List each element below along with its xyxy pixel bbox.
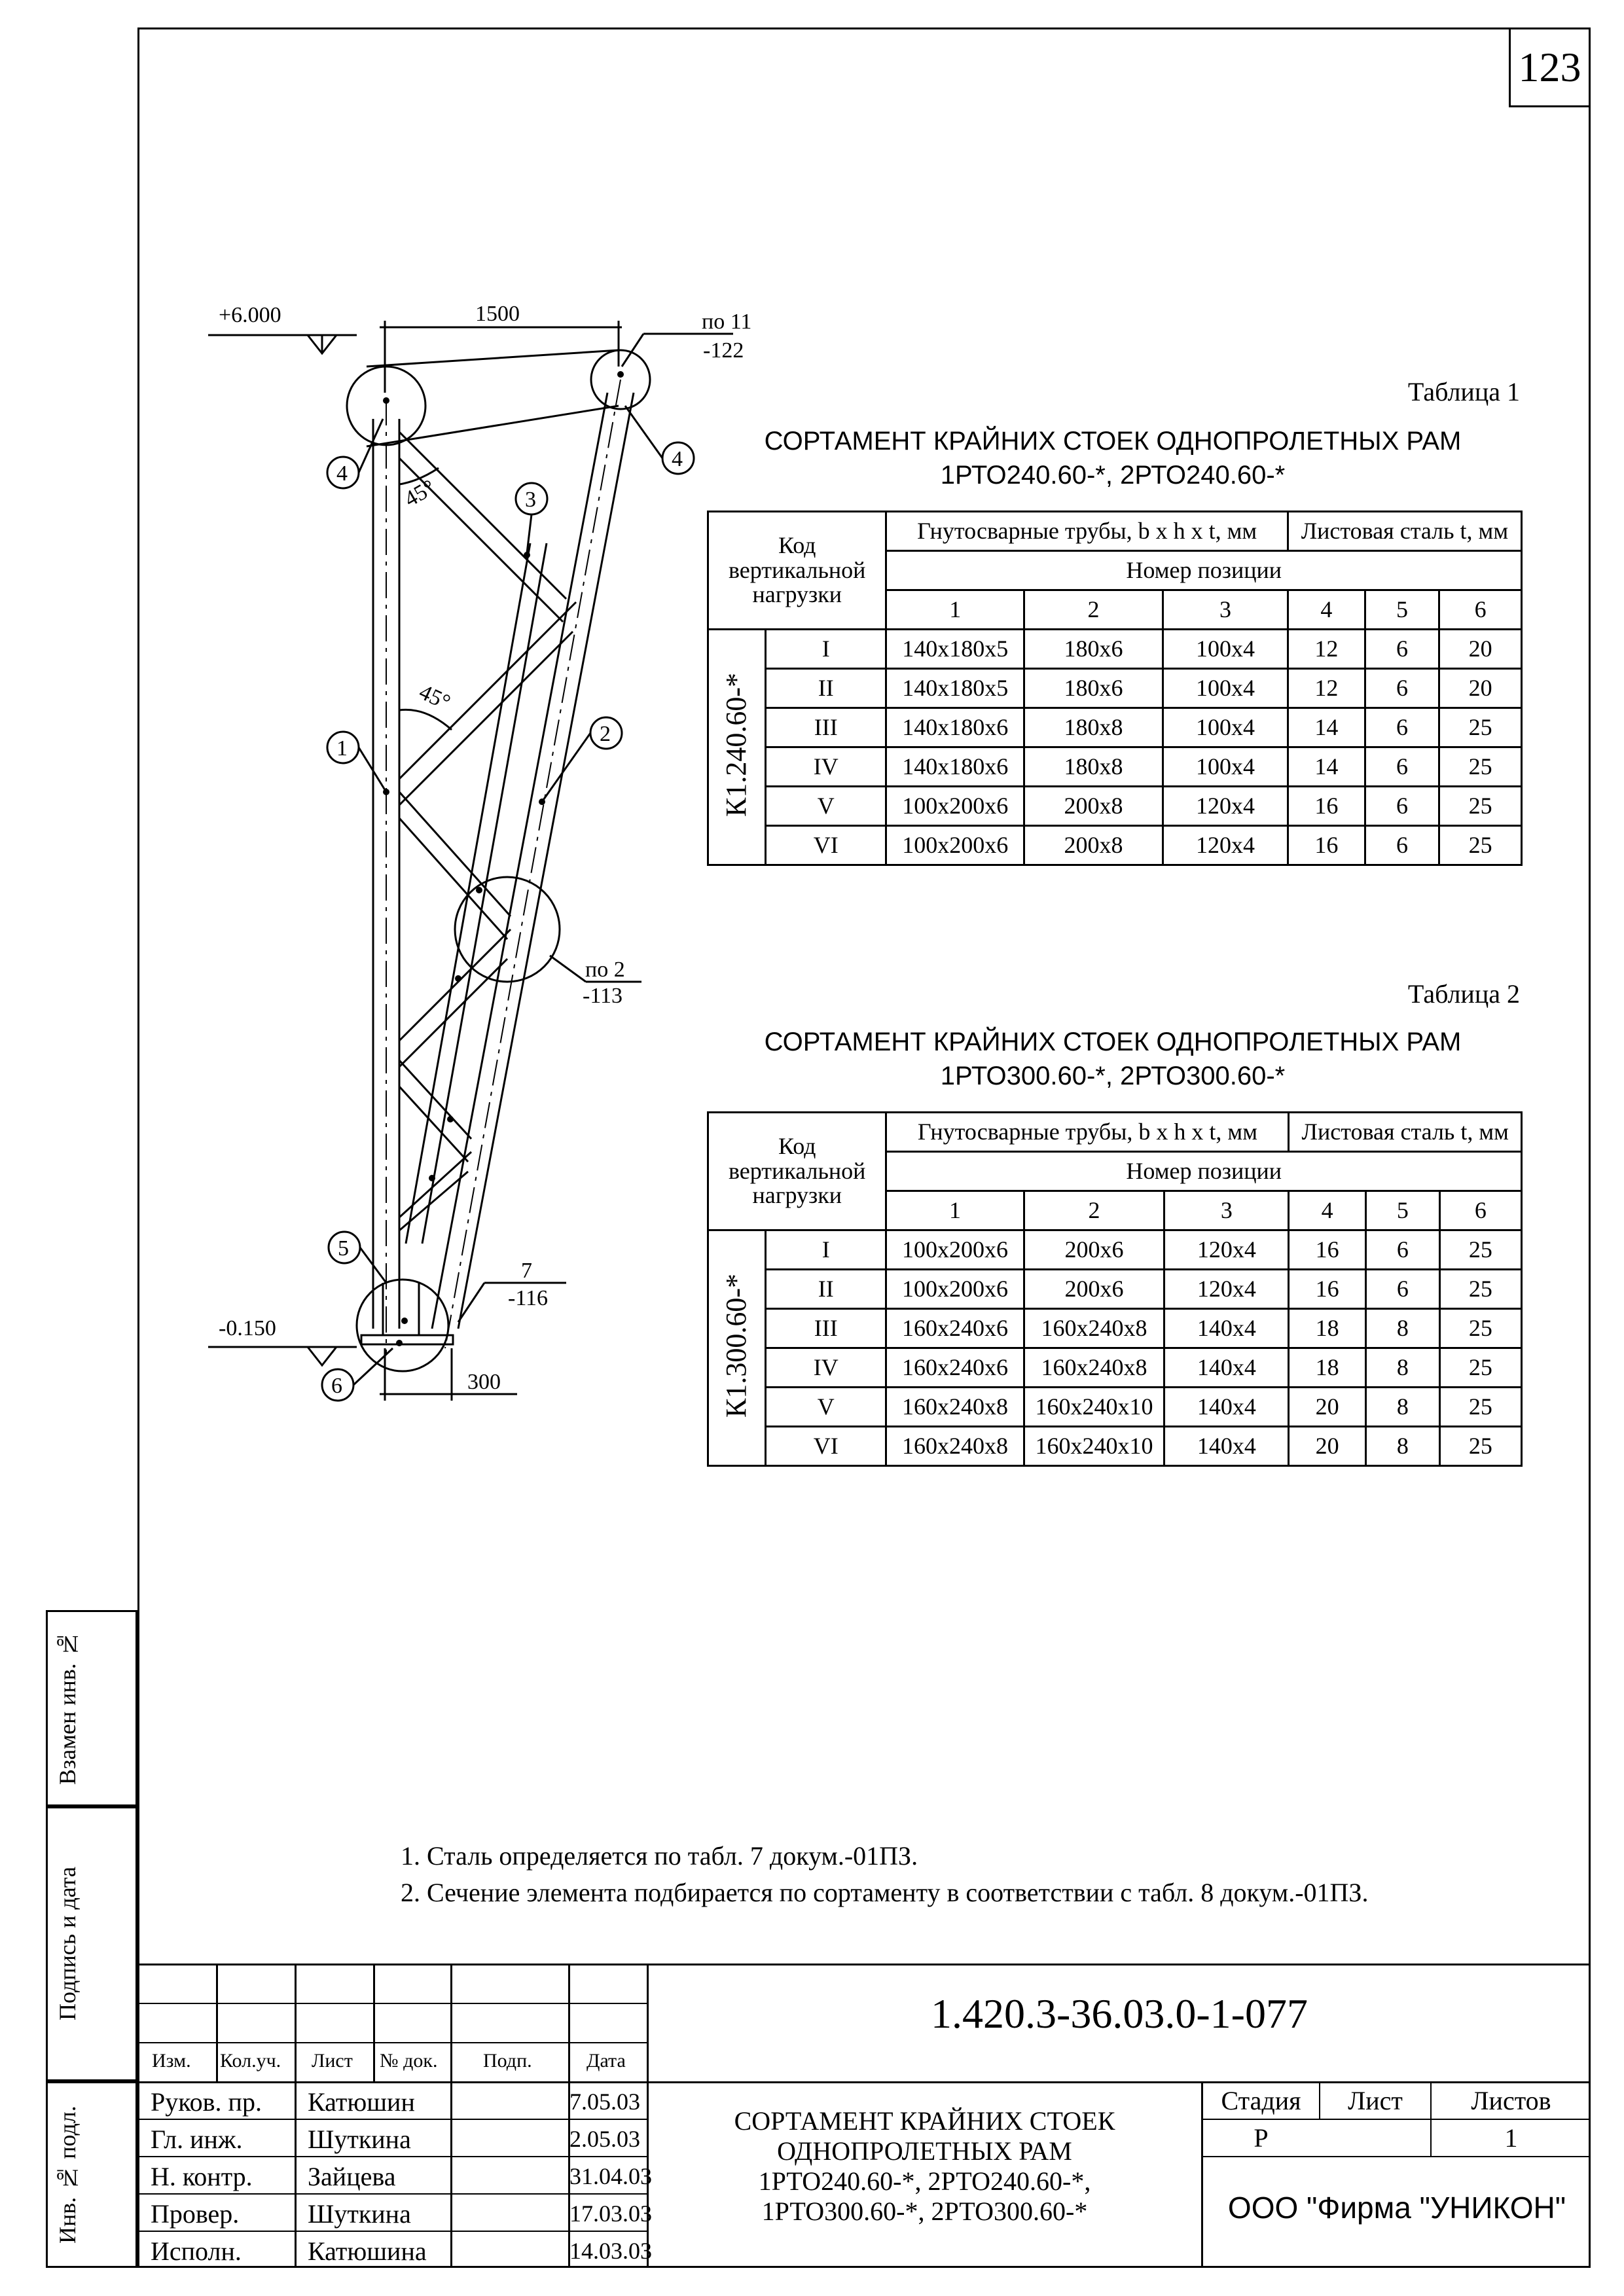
table1-tubes-header: Гнутосварные трубы, b x h x t, мм bbox=[886, 512, 1288, 551]
table-cell: 100x200x6 bbox=[886, 826, 1024, 865]
pos-3: 3 bbox=[525, 488, 536, 512]
table-cell: 16 bbox=[1289, 1230, 1365, 1270]
table2-col: 3 bbox=[1164, 1191, 1289, 1230]
table-cell: 20 bbox=[1289, 1427, 1365, 1466]
table-cell: 160x240x6 bbox=[886, 1309, 1024, 1348]
table-cell: 120x4 bbox=[1164, 1230, 1289, 1270]
table1-col: 5 bbox=[1365, 590, 1439, 630]
note-2: 2. Сечение элемента подбирается по сортаменту в соответствии с табл. 8 докум.-01ПЗ. bbox=[401, 1878, 1369, 1907]
angle-mid: 45° bbox=[415, 679, 454, 715]
table-cell: 25 bbox=[1439, 787, 1522, 826]
note-1: 1. Сталь определяется по табл. 7 докум.-01ПЗ. bbox=[401, 1841, 918, 1871]
callout-mid-a: по 2 bbox=[585, 958, 625, 982]
table-cell: VI bbox=[766, 1427, 886, 1466]
table2 bbox=[707, 1111, 1523, 1467]
table-cell: 25 bbox=[1439, 1270, 1521, 1309]
table1-group: К1.240.60-* bbox=[720, 672, 753, 817]
table1-col: 3 bbox=[1163, 590, 1288, 630]
table-cell: VI bbox=[766, 826, 886, 865]
table-cell: 25 bbox=[1439, 747, 1522, 787]
table-cell: 12 bbox=[1288, 630, 1365, 669]
table-cell: 160x240x8 bbox=[886, 1388, 1024, 1427]
hdr-date: Дата bbox=[586, 2050, 626, 2072]
pos-4-left: 4 bbox=[336, 461, 348, 486]
hdr-list: Лист bbox=[312, 2050, 353, 2072]
callout-top-b: -122 bbox=[703, 338, 744, 363]
table-cell: 140x4 bbox=[1164, 1348, 1289, 1388]
hdr-izm: Изм. bbox=[152, 2050, 191, 2072]
table-cell: 6 bbox=[1365, 669, 1439, 708]
table2-col: 6 bbox=[1439, 1191, 1521, 1230]
name-2: Шуткина bbox=[308, 2125, 411, 2154]
table-cell: 160x240x8 bbox=[1024, 1309, 1164, 1348]
table-cell: 6 bbox=[1365, 826, 1439, 865]
table1-sheet-header: Листовая сталь t, мм bbox=[1288, 512, 1521, 551]
pos-6: 6 bbox=[331, 1374, 342, 1398]
table-cell: I bbox=[766, 630, 886, 669]
table-cell: 25 bbox=[1439, 826, 1522, 865]
table2-col: 2 bbox=[1024, 1191, 1164, 1230]
table-cell: 25 bbox=[1439, 1348, 1521, 1388]
table-cell: 6 bbox=[1365, 708, 1439, 747]
date-4: 17.03.03 bbox=[569, 2200, 652, 2227]
table-cell: 140x4 bbox=[1164, 1427, 1289, 1466]
table-cell: 140x180x5 bbox=[886, 630, 1024, 669]
hdr-kol: Кол.уч. bbox=[220, 2050, 281, 2072]
table-cell: 120x4 bbox=[1163, 787, 1288, 826]
name-5: Катюшина bbox=[308, 2236, 427, 2266]
callout-bot-a: 7 bbox=[521, 1259, 532, 1283]
role-2: Гл. инж. bbox=[151, 2125, 243, 2154]
sheets-header: Листов bbox=[1471, 2086, 1551, 2115]
table2-label: Таблица 2 bbox=[1407, 979, 1520, 1009]
stage-header: Стадия bbox=[1221, 2086, 1301, 2115]
table1-col: 4 bbox=[1288, 590, 1365, 630]
pos-2: 2 bbox=[600, 722, 611, 746]
pos-4-right: 4 bbox=[672, 447, 683, 471]
table1-label: Таблица 1 bbox=[1407, 377, 1520, 406]
role-4: Провер. bbox=[151, 2199, 240, 2229]
table-cell: 18 bbox=[1289, 1309, 1365, 1348]
table2-col: 4 bbox=[1289, 1191, 1365, 1230]
table-cell: 100x4 bbox=[1163, 630, 1288, 669]
table-cell: II bbox=[766, 669, 886, 708]
table-cell: 16 bbox=[1288, 826, 1365, 865]
table-cell: 6 bbox=[1365, 630, 1439, 669]
table-cell: 25 bbox=[1439, 1388, 1521, 1427]
table-cell: 100x200x6 bbox=[886, 1270, 1024, 1309]
sheet-header: Лист bbox=[1348, 2086, 1403, 2115]
table-cell: 25 bbox=[1439, 1309, 1521, 1348]
stage-value: Р bbox=[1254, 2123, 1269, 2153]
table1-title: СОРТАМЕНТ КРАЙНИХ СТОЕК ОДНОПРОЛЕТНЫХ РАМ 1РТО240.60-*, 2РТО240.60-* bbox=[764, 427, 1462, 490]
table-cell: 200x8 bbox=[1024, 826, 1163, 865]
table-cell: 20 bbox=[1439, 669, 1522, 708]
table-cell: 6 bbox=[1365, 1230, 1439, 1270]
table2-pos-header: Номер позиции bbox=[886, 1152, 1522, 1191]
table-cell: 18 bbox=[1289, 1348, 1365, 1388]
table1 bbox=[707, 511, 1523, 866]
table-cell: 25 bbox=[1439, 708, 1522, 747]
table-cell: 20 bbox=[1439, 630, 1522, 669]
table-cell: III bbox=[766, 1309, 886, 1348]
table-cell: 25 bbox=[1439, 1230, 1521, 1270]
table-cell: II bbox=[766, 1270, 886, 1309]
dim-bottom: 300 bbox=[467, 1370, 501, 1394]
table1-col: 2 bbox=[1024, 590, 1163, 630]
table2-tubes-header: Гнутосварные трубы, b x h x t, мм bbox=[886, 1113, 1289, 1152]
callout-top-a: по 11 bbox=[702, 310, 752, 334]
table-cell: 180x6 bbox=[1024, 630, 1163, 669]
table-cell: 160x240x10 bbox=[1024, 1388, 1164, 1427]
name-4: Шуткина bbox=[308, 2199, 411, 2229]
name-1: Катюшин bbox=[308, 2087, 415, 2117]
date-1: 7.05.03 bbox=[569, 2089, 640, 2115]
table-cell: 140x4 bbox=[1164, 1388, 1289, 1427]
table-cell: 6 bbox=[1365, 1270, 1439, 1309]
table-cell: 160x240x8 bbox=[1024, 1348, 1164, 1388]
table2-sheet-header: Листовая сталь t, мм bbox=[1289, 1113, 1522, 1152]
drawing-title: СОРТАМЕНТ КРАЙНИХ СТОЕК ОДНОПРОЛЕТНЫХ РАМ 1РТО240.60-*, 2РТО240.60-*, 1РТО300.60-*, 2РТО300.60-* bbox=[734, 2106, 1115, 2226]
table-cell: 14 bbox=[1288, 708, 1365, 747]
table1-col: 1 bbox=[886, 590, 1024, 630]
table-cell: 100x200x6 bbox=[886, 787, 1024, 826]
table-cell: 100x4 bbox=[1163, 708, 1288, 747]
table-cell: 6 bbox=[1365, 747, 1439, 787]
name-3: Зайцева bbox=[308, 2162, 396, 2191]
table2-col: 5 bbox=[1365, 1191, 1439, 1230]
table-cell: 180x8 bbox=[1024, 747, 1163, 787]
hdr-doc: № док. bbox=[380, 2050, 438, 2072]
table-cell: 180x8 bbox=[1024, 708, 1163, 747]
table2-title: СОРТАМЕНТ КРАЙНИХ СТОЕК ОДНОПРОЛЕТНЫХ РАМ 1РТО300.60-*, 2РТО300.60-* bbox=[764, 1028, 1462, 1090]
role-1: Руков. пр. bbox=[151, 2087, 262, 2117]
hdr-sign: Подп. bbox=[483, 2050, 532, 2072]
role-5: Исполн. bbox=[151, 2236, 242, 2266]
table-cell: 16 bbox=[1288, 787, 1365, 826]
table-cell: 20 bbox=[1289, 1388, 1365, 1427]
table2-col: 1 bbox=[886, 1191, 1024, 1230]
table-cell: 14 bbox=[1288, 747, 1365, 787]
table-cell: 200x8 bbox=[1024, 787, 1163, 826]
sheet-number: 123 bbox=[1509, 27, 1591, 107]
angle-top: 45° bbox=[400, 475, 440, 512]
dim-top: 1500 bbox=[475, 302, 520, 326]
sheets-value: 1 bbox=[1504, 2123, 1518, 2153]
doc-code: 1.420.3-36.03.0-1-077 bbox=[931, 1990, 1308, 2037]
side-signature-date: Подпись и дата bbox=[46, 1806, 137, 2081]
table-cell: 160x240x8 bbox=[886, 1427, 1024, 1466]
table2-group: К1.300.60-* bbox=[720, 1273, 753, 1418]
table-cell: 12 bbox=[1288, 669, 1365, 708]
table-cell: V bbox=[766, 1388, 886, 1427]
table1-code-header: Код вертикальной нагрузки bbox=[708, 512, 886, 630]
notes bbox=[401, 1838, 1368, 1911]
role-3: Н. контр. bbox=[151, 2162, 253, 2191]
table-cell: III bbox=[766, 708, 886, 747]
elev-bottom: -0.150 bbox=[219, 1316, 276, 1340]
table1-pos-header: Номер позиции bbox=[886, 551, 1522, 590]
table-cell: IV bbox=[766, 1348, 886, 1388]
table-cell: 8 bbox=[1365, 1309, 1439, 1348]
table-cell: 8 bbox=[1365, 1427, 1439, 1466]
table-cell: I bbox=[766, 1230, 886, 1270]
table-cell: 25 bbox=[1439, 1427, 1521, 1466]
table-cell: IV bbox=[766, 747, 886, 787]
pos-1: 1 bbox=[336, 736, 348, 761]
table-cell: 140x180x5 bbox=[886, 669, 1024, 708]
table-cell: 200x6 bbox=[1024, 1230, 1164, 1270]
table2-code-header: Код вертикальной нагрузки bbox=[708, 1113, 886, 1230]
table-cell: 16 bbox=[1289, 1270, 1365, 1309]
table1-col: 6 bbox=[1439, 590, 1522, 630]
pos-5: 5 bbox=[338, 1236, 349, 1261]
table-cell: 140x4 bbox=[1164, 1309, 1289, 1348]
callout-mid-b: -113 bbox=[583, 984, 623, 1008]
table-cell: 100x4 bbox=[1163, 669, 1288, 708]
elev-top: +6.000 bbox=[219, 303, 281, 327]
table-cell: 200x6 bbox=[1024, 1270, 1164, 1309]
date-2: 2.05.03 bbox=[569, 2126, 640, 2152]
date-3: 31.04.03 bbox=[569, 2163, 652, 2189]
table-cell: 100x200x6 bbox=[886, 1230, 1024, 1270]
table-cell: 140x180x6 bbox=[886, 708, 1024, 747]
side-replace-inv: Взамен инв. № bbox=[46, 1610, 137, 1806]
table-cell: 160x240x10 bbox=[1024, 1427, 1164, 1466]
table-cell: 6 bbox=[1365, 787, 1439, 826]
side-inv-original: Инв. № подл. bbox=[46, 2081, 137, 2268]
table-cell: 160x240x6 bbox=[886, 1348, 1024, 1388]
table-cell: 120x4 bbox=[1163, 826, 1288, 865]
table-cell: 120x4 bbox=[1164, 1270, 1289, 1309]
company-name: ООО "Фирма "УНИКОН" bbox=[1227, 2191, 1566, 2225]
table-cell: 8 bbox=[1365, 1388, 1439, 1427]
table-cell: 8 bbox=[1365, 1348, 1439, 1388]
table-cell: 180x6 bbox=[1024, 669, 1163, 708]
table-cell: 100x4 bbox=[1163, 747, 1288, 787]
table-cell: V bbox=[766, 787, 886, 826]
date-5: 14.03.03 bbox=[569, 2238, 652, 2264]
callout-bot-b: -116 bbox=[508, 1286, 549, 1310]
table-cell: 140x180x6 bbox=[886, 747, 1024, 787]
